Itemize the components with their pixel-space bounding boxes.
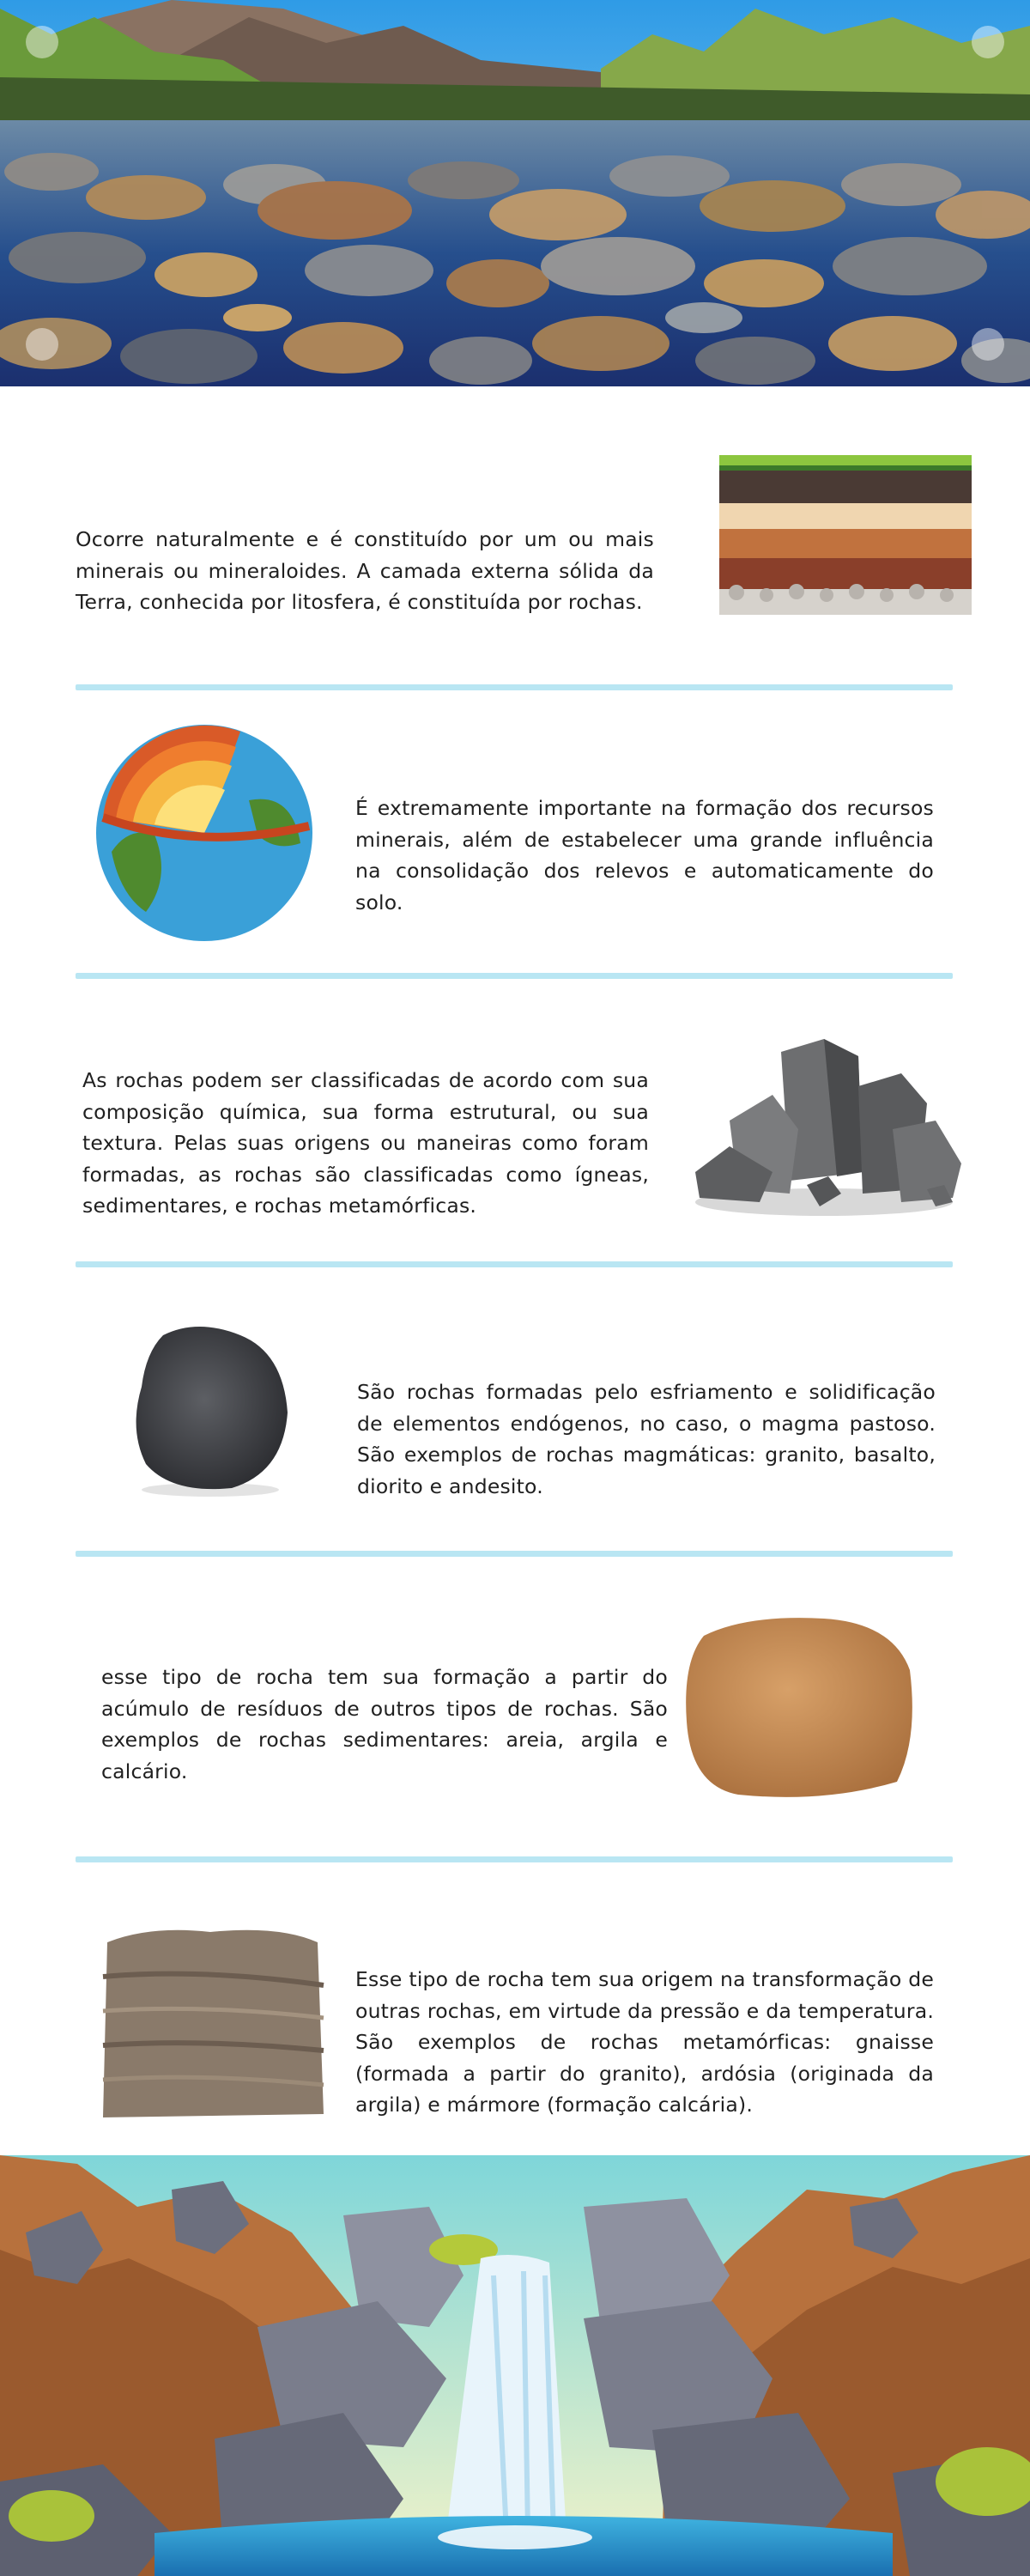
metamorphic-rocks-text: Esse tipo de rocha tem sua origem na transformação de outras rochas, em virtude da pressão e da temperatura. São exemplos de rochas metamórficas: gnaisse (formada a partir do granito), ardósia (originada da argila) e mármore (formação calcária). [355,1967,934,2117]
section-divider [76,1551,953,1557]
hero-corner-dot-bottom-right [972,328,1004,361]
rock-definition-text: Ocorre naturalmente e é constituído por um ou mais minerais ou mineraloides. A camada externa sólida da Terra, conhecida por litosfera, é constituída por rochas. [76,527,654,614]
section-divider [76,1261,953,1267]
sandstone-photo [678,1610,918,1803]
section-divider [76,973,953,979]
hero-river-stones-image [0,0,1030,386]
hero-corner-dot-top-right [972,26,1004,58]
earth-layers-illustration [94,723,314,943]
igneous-rocks-text: São rochas formadas pelo esfriamento e solidificação de elementos endógenos, no caso, o magma pastoso. São exemplos de rochas magmáticas: granito, basalto, diorito e andesito. [357,1380,936,1498]
metamorphic-rock-photo [99,1925,326,2119]
granite-photo [129,1318,292,1498]
soil-layers-illustration [719,455,972,615]
sedimentary-rocks-text: esse tipo de rocha tem sua formação a partir do acúmulo de resíduos de outros tipos de rochas. São exemplos de rochas sedimentares: areia, argila e calcário. [101,1665,668,1783]
hero-corner-dot-bottom-left [26,328,58,361]
rock-pile-illustration [678,1026,970,1224]
section-divider [76,1856,953,1862]
waterfall-cliff-illustration [0,2155,1030,2576]
section-divider [76,684,953,690]
rock-classification-text: As rochas podem ser classificadas de acordo com sua composição química, sua forma estrutural, ou sua textura. Pelas suas origens ou maneiras como foram formadas, as rochas são classificadas como ígneas, sedimentares, e rochas metamórficas. [82,1068,649,1218]
hero-corner-dot-top-left [26,26,58,58]
rock-importance-text: É extremamente importante na formação dos recursos minerais, além de estabelecer uma grande influência na consolidação dos relevos e automaticamente do solo. [355,796,934,914]
